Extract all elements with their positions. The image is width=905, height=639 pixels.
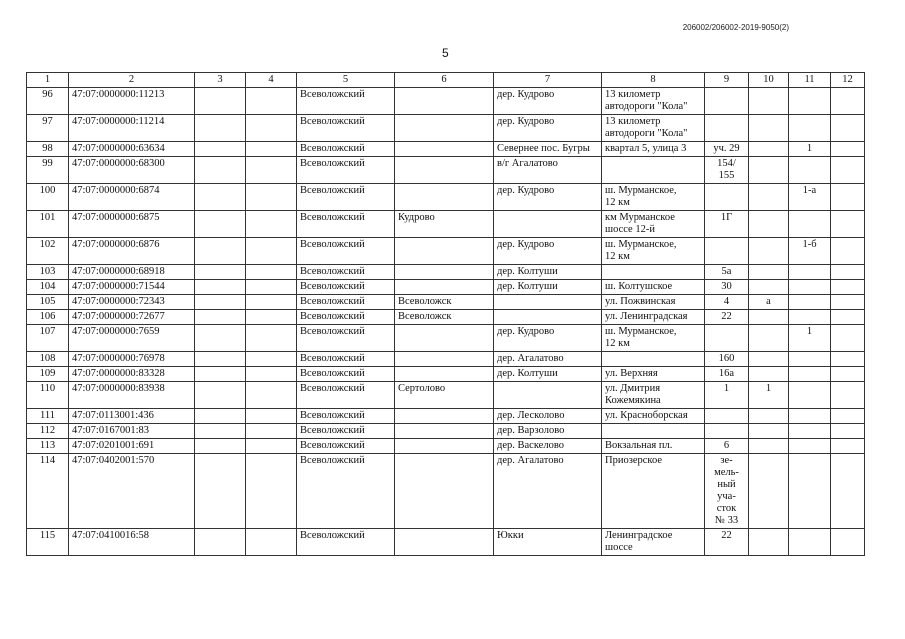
table-cell	[749, 352, 789, 367]
table-cell	[395, 115, 494, 142]
table-cell: 22	[705, 310, 749, 325]
table-cell	[602, 265, 705, 280]
table-cell	[789, 439, 831, 454]
table-cell	[395, 238, 494, 265]
table-cell	[395, 367, 494, 382]
table-cell: ул. Красноборская	[602, 409, 705, 424]
table-cell	[749, 184, 789, 211]
table-cell	[705, 325, 749, 352]
table-row	[27, 115, 865, 142]
table-cell: 154/ 155	[705, 157, 749, 184]
table-cell: 47:07:0000000:68918	[69, 265, 195, 280]
table-cell	[789, 88, 831, 115]
table-cell	[831, 238, 865, 265]
table-cell: 47:07:0000000:63634	[69, 142, 195, 157]
table-cell: 1	[705, 382, 749, 409]
table-cell	[246, 439, 297, 454]
page-number: 5	[442, 46, 449, 60]
table-cell	[602, 157, 705, 184]
table-cell	[831, 115, 865, 142]
table-cell: Севернее пос. Бугры	[494, 142, 602, 157]
table-cell	[395, 157, 494, 184]
table-cell	[831, 352, 865, 367]
table-cell: 47:07:0000000:6876	[69, 238, 195, 265]
table-cell	[831, 424, 865, 439]
table-cell	[246, 238, 297, 265]
table-row	[27, 352, 865, 367]
table-cell: квартал 5, улица 3	[602, 142, 705, 157]
column-header: 6	[395, 73, 494, 88]
table-cell	[789, 211, 831, 238]
column-header: 12	[831, 73, 865, 88]
table-cell	[195, 382, 246, 409]
table-cell	[195, 295, 246, 310]
table-cell: 101	[27, 211, 69, 238]
table-cell: дер. Агалатово	[494, 352, 602, 367]
table-cell	[789, 265, 831, 280]
table-body	[27, 73, 865, 556]
table-cell	[195, 367, 246, 382]
table-cell: 47:07:0000000:76978	[69, 352, 195, 367]
column-header: 9	[705, 73, 749, 88]
table-cell: 106	[27, 310, 69, 325]
table-cell: 47:07:0000000:11214	[69, 115, 195, 142]
table-cell: 1Г	[705, 211, 749, 238]
table-cell: а	[749, 295, 789, 310]
table-cell	[395, 184, 494, 211]
table-cell: 114	[27, 454, 69, 529]
table-cell: 47:07:0402001:570	[69, 454, 195, 529]
table-cell	[195, 454, 246, 529]
table-cell: дер. Васкелово	[494, 439, 602, 454]
table-cell: Всеволожский	[297, 265, 395, 280]
column-header: 8	[602, 73, 705, 88]
table-row	[27, 238, 865, 265]
table-cell	[395, 88, 494, 115]
table-cell	[705, 184, 749, 211]
table-cell	[749, 454, 789, 529]
table-cell: 47:07:0000000:83328	[69, 367, 195, 382]
table-cell	[789, 454, 831, 529]
table-row	[27, 157, 865, 184]
table-cell: Сертолово	[395, 382, 494, 409]
table-row	[27, 295, 865, 310]
column-header: 10	[749, 73, 789, 88]
table-cell: Приозерское	[602, 454, 705, 529]
table-cell	[246, 454, 297, 529]
table-cell	[195, 424, 246, 439]
table-cell	[789, 352, 831, 367]
table-cell	[494, 310, 602, 325]
table-cell: дер. Лесколово	[494, 409, 602, 424]
table-cell	[246, 409, 297, 424]
table-cell: Всеволожский	[297, 409, 395, 424]
table-cell	[749, 238, 789, 265]
table-cell	[749, 265, 789, 280]
table-cell: 108	[27, 352, 69, 367]
table-cell	[395, 439, 494, 454]
table-cell	[789, 295, 831, 310]
table-cell: дер. Кудрово	[494, 238, 602, 265]
table-cell	[749, 439, 789, 454]
column-header: 1	[27, 73, 69, 88]
table-cell	[831, 310, 865, 325]
table-cell: 98	[27, 142, 69, 157]
table-cell	[195, 115, 246, 142]
table-cell	[831, 265, 865, 280]
table-cell: дер. Кудрово	[494, 115, 602, 142]
table-cell	[705, 238, 749, 265]
table-cell: 113	[27, 439, 69, 454]
table-row	[27, 88, 865, 115]
table-row	[27, 211, 865, 238]
table-cell	[246, 529, 297, 556]
table-cell: дер. Агалатово	[494, 454, 602, 529]
table-cell: Всеволожский	[297, 142, 395, 157]
table-cell: дер. Кудрово	[494, 184, 602, 211]
table-cell	[749, 115, 789, 142]
registry-table	[26, 72, 865, 556]
table-cell: 47:07:0000000:68300	[69, 157, 195, 184]
table-cell	[749, 529, 789, 556]
table-cell	[789, 424, 831, 439]
table-cell: ш. Колтушское	[602, 280, 705, 295]
table-cell: 96	[27, 88, 69, 115]
table-cell	[749, 367, 789, 382]
table-cell	[831, 280, 865, 295]
table-cell	[789, 529, 831, 556]
table-cell: ул. Ленинградская	[602, 310, 705, 325]
table-cell: 115	[27, 529, 69, 556]
table-cell	[246, 352, 297, 367]
table-cell	[749, 142, 789, 157]
table-cell: 1	[749, 382, 789, 409]
table-cell	[749, 325, 789, 352]
table-cell	[395, 325, 494, 352]
table-cell: 99	[27, 157, 69, 184]
table-cell: Всеволожский	[297, 295, 395, 310]
table-cell: Кудрово	[395, 211, 494, 238]
table-cell	[246, 424, 297, 439]
table-cell	[705, 409, 749, 424]
table-cell: км Мурманское шоссе 12-й	[602, 211, 705, 238]
table-cell: 1	[789, 142, 831, 157]
table-cell: 16а	[705, 367, 749, 382]
table-cell: Вокзальная пл.	[602, 439, 705, 454]
table-cell: Ленинградское шоссе	[602, 529, 705, 556]
table-cell: 109	[27, 367, 69, 382]
table-cell: 47:07:0000000:7659	[69, 325, 195, 352]
table-cell	[195, 352, 246, 367]
table-cell: 97	[27, 115, 69, 142]
table-cell: 111	[27, 409, 69, 424]
column-header: 11	[789, 73, 831, 88]
table-cell	[602, 424, 705, 439]
table-cell: 13 километр автодороги "Кола"	[602, 88, 705, 115]
table-cell	[195, 88, 246, 115]
table-row	[27, 310, 865, 325]
table-cell	[494, 295, 602, 310]
table-cell: Всеволожский	[297, 454, 395, 529]
table-cell: Всеволожский	[297, 529, 395, 556]
table-cell: 47:07:0201001:691	[69, 439, 195, 454]
table-cell	[789, 280, 831, 295]
table-cell	[246, 115, 297, 142]
table-cell	[246, 142, 297, 157]
document-number: 206002/206002-2019-9050(2)	[682, 23, 789, 32]
table-cell: 30	[705, 280, 749, 295]
table-cell	[395, 352, 494, 367]
table-cell	[789, 409, 831, 424]
table-cell: 47:07:0410016:58	[69, 529, 195, 556]
table-cell: Всеволожский	[297, 352, 395, 367]
table-cell	[246, 211, 297, 238]
table-cell	[749, 424, 789, 439]
table-cell: 1	[789, 325, 831, 352]
table-cell: ул. Дмитрия Кожемякина	[602, 382, 705, 409]
table-cell	[246, 184, 297, 211]
table-cell	[749, 157, 789, 184]
table-cell	[246, 157, 297, 184]
table-cell: Юкки	[494, 529, 602, 556]
table-cell: 47:07:0000000:6875	[69, 211, 195, 238]
table-cell	[195, 238, 246, 265]
table-cell	[789, 310, 831, 325]
table-cell: 47:07:0000000:11213	[69, 88, 195, 115]
table-cell: Всеволожский	[297, 439, 395, 454]
table-cell	[789, 115, 831, 142]
table-cell: Всеволожский	[297, 184, 395, 211]
table-cell	[831, 88, 865, 115]
table-cell: 47:07:0000000:6874	[69, 184, 195, 211]
table-cell: 103	[27, 265, 69, 280]
table-cell: Всеволожский	[297, 238, 395, 265]
table-cell: зе- мель- ный уча- сток № 33	[705, 454, 749, 529]
table-cell: ш. Мурманское, 12 км	[602, 325, 705, 352]
table-cell: дер. Колтуши	[494, 367, 602, 382]
table-cell	[831, 142, 865, 157]
table-cell: 160	[705, 352, 749, 367]
table-cell	[831, 409, 865, 424]
table-row	[27, 367, 865, 382]
table-cell: в/г Агалатово	[494, 157, 602, 184]
table-cell: дер. Колтуши	[494, 280, 602, 295]
table-cell	[246, 325, 297, 352]
table-cell	[195, 142, 246, 157]
table-cell: 100	[27, 184, 69, 211]
table-cell	[246, 280, 297, 295]
table-cell: 13 километр автодороги "Кола"	[602, 115, 705, 142]
table-cell	[831, 211, 865, 238]
table-cell: 47:07:0167001:83	[69, 424, 195, 439]
table-row	[27, 142, 865, 157]
table-cell	[831, 454, 865, 529]
table-cell	[831, 184, 865, 211]
table-cell	[831, 157, 865, 184]
table-cell: 47:07:0000000:72343	[69, 295, 195, 310]
table-row	[27, 280, 865, 295]
table-cell	[395, 265, 494, 280]
table-cell: Всеволожск	[395, 310, 494, 325]
table-row	[27, 325, 865, 352]
table-cell	[831, 529, 865, 556]
table-cell: дер. Кудрово	[494, 325, 602, 352]
table-cell	[246, 88, 297, 115]
table-cell	[246, 295, 297, 310]
table-cell	[395, 424, 494, 439]
table-cell: Всеволожский	[297, 157, 395, 184]
table-cell: ул. Пожвинская	[602, 295, 705, 310]
table-cell: 102	[27, 238, 69, 265]
table-cell: дер. Колтуши	[494, 265, 602, 280]
table-cell	[705, 88, 749, 115]
table-cell: 22	[705, 529, 749, 556]
table-cell	[195, 280, 246, 295]
table-cell: Всеволожский	[297, 115, 395, 142]
table-cell: Всеволожский	[297, 88, 395, 115]
table-cell: Всеволожский	[297, 424, 395, 439]
table-cell: Всеволожский	[297, 211, 395, 238]
table-row	[27, 184, 865, 211]
table-row	[27, 454, 865, 529]
table-cell: 110	[27, 382, 69, 409]
table-cell	[749, 88, 789, 115]
table-cell: Всеволожский	[297, 382, 395, 409]
table-cell	[246, 367, 297, 382]
table-cell	[831, 439, 865, 454]
table-cell: 104	[27, 280, 69, 295]
table-cell: ш. Мурманское, 12 км	[602, 238, 705, 265]
table-cell	[195, 265, 246, 280]
table-cell: 1-б	[789, 238, 831, 265]
table-cell: Всеволожский	[297, 280, 395, 295]
table-cell	[395, 529, 494, 556]
table-cell: 107	[27, 325, 69, 352]
table-cell	[195, 529, 246, 556]
table-cell	[395, 454, 494, 529]
column-header: 2	[69, 73, 195, 88]
table-cell: Всеволожский	[297, 367, 395, 382]
header-row	[27, 73, 865, 88]
table-row	[27, 382, 865, 409]
table-cell	[789, 367, 831, 382]
table-cell	[395, 142, 494, 157]
table-cell	[831, 295, 865, 310]
table-cell	[749, 211, 789, 238]
table-cell	[494, 211, 602, 238]
table-cell	[602, 352, 705, 367]
table-cell	[749, 310, 789, 325]
table-cell	[789, 382, 831, 409]
table-cell: 47:07:0113001:436	[69, 409, 195, 424]
table-cell	[195, 409, 246, 424]
table-cell: ш. Мурманское, 12 км	[602, 184, 705, 211]
table-cell: 5а	[705, 265, 749, 280]
table-cell	[195, 184, 246, 211]
table-cell	[831, 367, 865, 382]
table-cell	[195, 325, 246, 352]
column-header: 5	[297, 73, 395, 88]
table-cell	[749, 409, 789, 424]
table-cell	[395, 409, 494, 424]
table-cell: 112	[27, 424, 69, 439]
table-cell: уч. 29	[705, 142, 749, 157]
table-cell: 1-а	[789, 184, 831, 211]
table-cell	[831, 382, 865, 409]
table-cell	[494, 382, 602, 409]
table-cell: Всеволожский	[297, 310, 395, 325]
table-cell	[195, 310, 246, 325]
table-cell: ул. Верхняя	[602, 367, 705, 382]
table-cell: 105	[27, 295, 69, 310]
table-cell: 47:07:0000000:71544	[69, 280, 195, 295]
table-cell: дер. Варзолово	[494, 424, 602, 439]
table-cell	[749, 280, 789, 295]
table-cell: 47:07:0000000:72677	[69, 310, 195, 325]
table-cell	[195, 439, 246, 454]
table-cell: 6	[705, 439, 749, 454]
column-header: 4	[246, 73, 297, 88]
column-header: 3	[195, 73, 246, 88]
table-row	[27, 424, 865, 439]
table-row	[27, 265, 865, 280]
table-cell: 47:07:0000000:83938	[69, 382, 195, 409]
table-cell	[195, 211, 246, 238]
table-row	[27, 529, 865, 556]
table-cell	[831, 325, 865, 352]
table-cell	[195, 157, 246, 184]
table-cell	[705, 424, 749, 439]
column-header: 7	[494, 73, 602, 88]
table-cell	[395, 280, 494, 295]
table-row	[27, 409, 865, 424]
table-cell: дер. Кудрово	[494, 88, 602, 115]
table-cell: Всеволожский	[297, 325, 395, 352]
table-cell	[246, 265, 297, 280]
table-cell: 4	[705, 295, 749, 310]
table-cell	[705, 115, 749, 142]
table-cell	[246, 310, 297, 325]
table-row	[27, 439, 865, 454]
table-cell	[246, 382, 297, 409]
table-cell: Всеволожск	[395, 295, 494, 310]
table-cell	[789, 157, 831, 184]
